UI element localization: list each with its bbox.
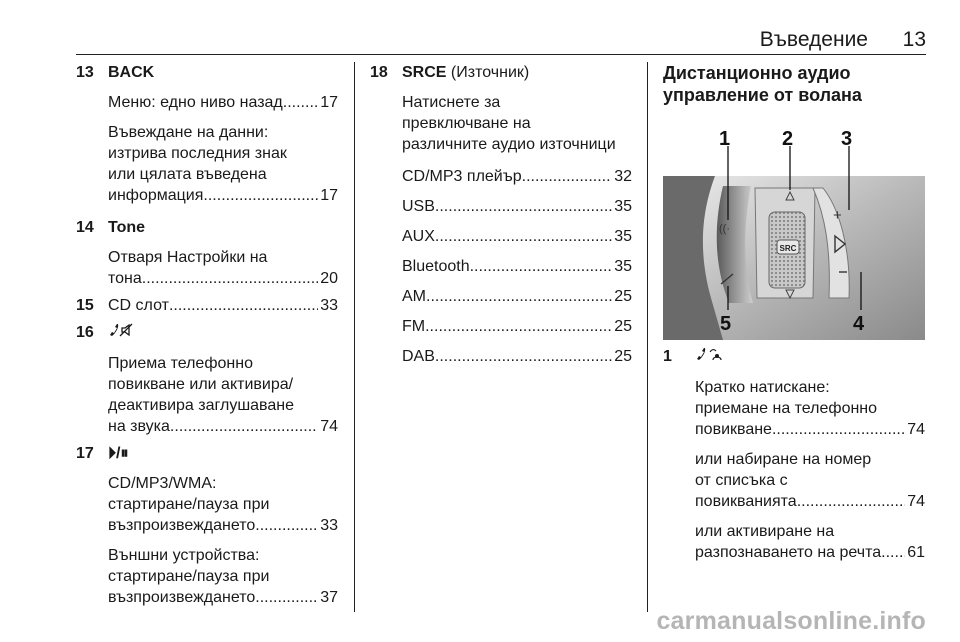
entry-17 [76,443,338,608]
page-ref[interactable]: 25 [614,318,632,335]
page-ref[interactable]: 20 [320,270,338,287]
toc-line: разпознаването на речта ..... 61 [695,542,925,563]
text-line: стартиране/пауза при [108,568,270,585]
source-label: USB [402,198,435,215]
toc-line: информация ..... 17 [108,185,338,206]
page-number: 13 [902,28,926,51]
page-ref[interactable]: 17 [320,187,338,204]
play-pause-icon: ⏵/⏸ [108,445,129,462]
source-list-item [402,226,632,247]
callout-2: 2 [782,128,794,150]
source-label: CD/MP3 плейър [402,168,522,185]
page-ref[interactable]: 33 [320,517,338,534]
section-title: Дистанционно аудио [663,63,851,83]
page-ref[interactable]: 74 [320,418,338,435]
page-ref[interactable]: 17 [320,94,338,111]
toc-line: Меню: едно ниво назад ..... 17 [108,92,338,113]
toc-line: възпроизвеждането ..... 37 [108,587,338,608]
steering-wheel-figure [663,128,925,340]
page-ref[interactable]: 25 [614,348,632,365]
source-list-item [402,346,632,367]
entry-number: 16 [76,324,94,341]
entry-number: 13 [76,64,94,81]
text-line: Кратко натискане: [695,379,830,396]
column-2 [370,62,632,367]
phone-voice-icon [695,346,725,368]
text-line: от списъка с [695,472,788,489]
page-ref[interactable]: 33 [320,297,338,314]
source-label: AM [402,288,426,305]
text-line: Външни устройства: [108,547,260,564]
src-label: SRC [779,244,797,253]
text-line: или цялата въведена [108,166,267,183]
entry-number: 18 [370,64,388,81]
entry-title: BACK [108,64,155,81]
svg-text:((·: ((· [719,223,730,235]
page-ref[interactable]: 32 [614,168,632,185]
page-header [76,20,926,55]
page-ref[interactable]: 35 [614,258,632,275]
entry-1 [663,346,925,563]
text-line: различните аудио източници [402,136,616,153]
source-label: FM [402,318,426,335]
text-line: повикване или активира/ [108,376,294,393]
column-3 [663,62,925,563]
column-1 [76,62,338,608]
entry-16 [76,322,338,437]
entry-title: SRCE [402,64,447,81]
text-line: превключване на [402,115,531,132]
text-line: CD/MP3/WMA: [108,475,217,492]
entry-subtitle: (Източник) [450,64,530,81]
toc-line: повикване ..... 74 [695,419,925,440]
callout-5: 5 [720,313,732,335]
text-line: стартиране/пауза при [108,496,270,513]
text-line: или набиране на номер [695,451,872,468]
text-line: или активиране на [695,523,835,540]
column-divider-2 [647,62,648,612]
column-divider-1 [354,62,355,612]
page-ref[interactable]: 74 [907,493,925,510]
page-ref[interactable]: 61 [907,544,925,561]
source-list-item [402,316,632,337]
entry-18 [370,62,632,367]
page-ref[interactable]: 25 [614,288,632,305]
entry-14 [76,217,338,289]
entry-number: 1 [663,348,672,365]
toc-line: на звука ..... 74 [108,416,338,437]
header-title: Въведение [759,28,868,51]
text-line: Натиснете за [402,94,501,111]
source-list-item [402,196,632,217]
entry-number: 17 [76,445,94,462]
toc-line: повикванията ..... 74 [695,491,925,512]
text-line: приемане на телефонно [695,400,878,417]
section-title: управление от волана [663,85,862,105]
entry-15 [76,295,338,316]
text-line: изтрива последния знак [108,145,287,162]
text-line: деактивира заглушаване [108,397,294,414]
source-list-item [402,286,632,307]
entry-title: Tone [108,219,146,236]
page-ref[interactable]: 35 [614,198,632,215]
page-ref[interactable]: 35 [614,228,632,245]
text-line: Отваря Настройки на [108,249,268,266]
source-label: DAB [402,348,435,365]
entry-number: 15 [76,297,94,314]
source-list-item [402,166,632,187]
entry-13 [76,62,338,206]
callout-4: 4 [853,313,865,335]
svg-text:+: + [833,207,842,224]
entry-number: 14 [76,219,94,236]
callout-3: 3 [841,128,853,150]
page-ref[interactable]: 74 [907,421,925,438]
toc-line: възпроизвеждането ..... 33 [108,515,338,536]
watermark: carmanualsonline.info [656,607,926,635]
phone-mute-icon [108,322,138,344]
source-label: Bluetooth [402,258,470,275]
source-label: AUX [402,228,435,245]
toc-line: тона ..... 20 [108,268,338,289]
toc-line: CD слот ..... 33 [108,295,338,316]
source-list-item [402,256,632,277]
page-ref[interactable]: 37 [320,589,338,606]
callout-1: 1 [719,128,731,150]
text-line: Въвеждане на данни: [108,124,269,141]
text-line: Приема телефонно [108,355,253,372]
